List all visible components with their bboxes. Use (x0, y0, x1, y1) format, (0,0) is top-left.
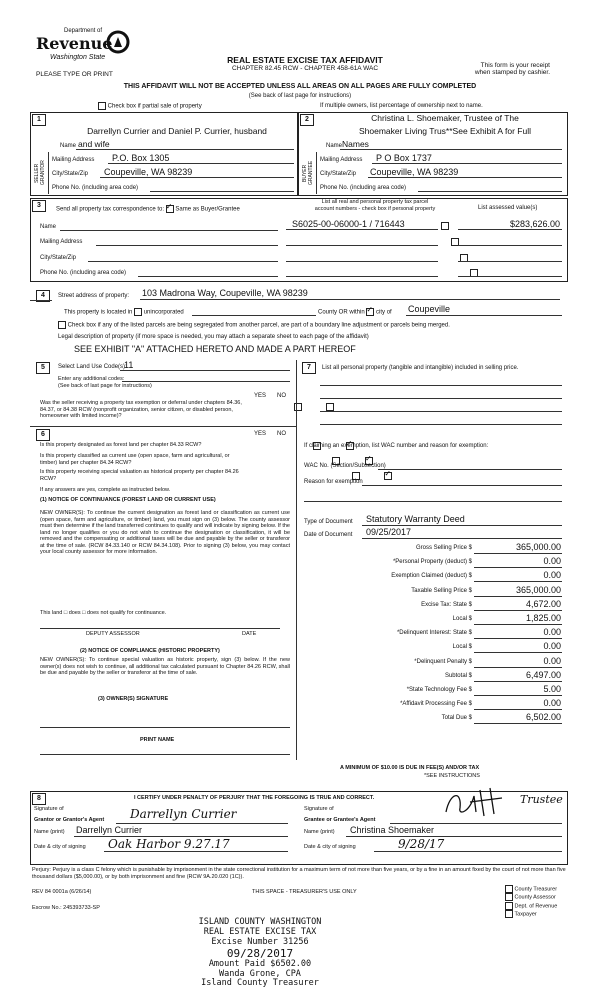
seller-side-label: SELLER GRANTOR (34, 160, 46, 186)
receipt-note-2: when stamped by cashier. (474, 69, 550, 76)
reason-label: Reason for exemption (304, 479, 363, 485)
unincorporated-label: unincorporated (143, 309, 184, 316)
multiple-owners-note: If multiple owners, list percentage of ownership next to name. (320, 103, 483, 109)
s6-no: NO (277, 431, 286, 437)
notice1-title: (1) NOTICE OF CONTINUANCE (FOREST LAND OR CURRENT USE) (40, 497, 216, 503)
logo-emblem-icon (106, 30, 130, 54)
notice1-text: NEW OWNER(S): To continue the current designation as forest land or classification as current use (open space, farm and agriculture, or timber) land, you must sign on (3) below. The county assessor must then determine if the land transferred continues to qualify and will indicate by signing below. If the land no longer qualifies or you do not wish to continue the designation or classification, it will be removed and the compensating or additional taxes will be due and payable by the seller or transferor at the time of sale. (RCW 84.33.140 or RCW 84.34.108). Prior to signing (3) below, you may contact your local county assessor for more information. (40, 510, 290, 555)
partial-sale-checkbox[interactable] (98, 102, 106, 110)
s3-mailing-label: Mailing Address (40, 239, 83, 245)
s5-yes: YES (254, 393, 267, 399)
see-back: (See back of last page for instructions) (248, 93, 352, 99)
section-2-num: 2 (300, 114, 314, 126)
city-of-checkbox[interactable] (366, 308, 374, 316)
buyer-name-3[interactable]: Names (342, 139, 369, 149)
amount-label: Local $ (452, 616, 472, 622)
assessed-value[interactable]: $283,626.00 (509, 219, 560, 229)
s5-no: NO (277, 393, 286, 399)
grantee-name[interactable]: Christina Shoemaker (350, 825, 435, 835)
buyer-phone-label: Phone No. (including area code) (320, 185, 407, 191)
land-use-label: Select Land Use Code(s): (58, 364, 127, 370)
deputy-assessor: DEPUTY ASSESSOR (86, 631, 140, 637)
dor-logo (36, 28, 131, 68)
send-label: Send all property tax correspondence to: (56, 206, 165, 213)
additional-codes-note: (See back of last page for instructions) (58, 382, 152, 389)
located-line (64, 308, 184, 316)
section-1-num: 1 (32, 114, 46, 126)
parcel-number[interactable]: S6025-00-06000-1 / 716443 (292, 219, 405, 229)
doc-date[interactable]: 09/25/2017 (366, 527, 412, 537)
amount-value[interactable]: 6,502.00 (525, 712, 561, 722)
city-of-label: city of (376, 309, 392, 316)
buyer-name-2: Shoemaker Living Trus**See Exhibit A for Full (359, 126, 531, 136)
s3-city-label: City/State/Zip (40, 255, 77, 261)
street-label: Street address of property: (58, 293, 130, 299)
buyer-city-label: City/State/Zip (320, 171, 357, 177)
grantee-sig-of: Signature of (304, 806, 334, 812)
stamp-line-1: ISLAND COUNTY WASHINGTON (198, 917, 322, 927)
amount-label: *Personal Property (deduct) $ (392, 559, 472, 565)
send-correspondence (56, 205, 240, 213)
s3-phone-label: Phone No. (including area code) (40, 270, 127, 276)
amount-value[interactable]: 5.00 (543, 684, 561, 694)
certify-line: I CERTIFY UNDER PENALTY OF PERJURY THAT THE FOREGOING IS TRUE AND CORRECT. (134, 795, 375, 801)
seller-city-label: City/State/Zip (52, 171, 89, 177)
section-8-num: 8 (32, 793, 46, 805)
segregated-checkbox[interactable] (58, 321, 66, 329)
stamp-line-2: REAL ESTATE EXCISE TAX (203, 927, 317, 937)
s3-name-label: Name (40, 224, 57, 230)
dist-county-treasurer[interactable]: County Treasurer (505, 885, 557, 893)
grantor-agent-label: Grantor or Grantor's Agent (34, 817, 105, 823)
segregated-line (58, 321, 450, 329)
dept-line: Department of (64, 28, 103, 34)
s6-yes: YES (254, 431, 267, 437)
land-use-code[interactable]: 11 (124, 360, 134, 370)
section-5-num: 5 (36, 362, 50, 374)
q-current-use: Is this property classified as current use (open space, farm and agricultural, or timber) land per chapter 84.34 RCW? (40, 453, 230, 466)
treasurer-use: THIS SPACE - TREASURER'S USE ONLY (252, 889, 357, 895)
amount-value[interactable]: 365,000.00 (515, 542, 561, 552)
amount-value[interactable]: 0.00 (543, 627, 561, 637)
section-6-num: 6 (36, 429, 50, 441)
buyer-name-1: Christina L. Shoemaker, Trustee of The (371, 113, 519, 123)
parcel-1-checkbox[interactable] (441, 222, 449, 230)
dist-county-assessor[interactable]: County Assessor (505, 893, 557, 901)
grantor-name-print-label: Name (print) (34, 829, 65, 835)
seller-phone-label: Phone No. (including area code) (52, 185, 139, 191)
parcel-header-1: List all real and personal property tax parcel (321, 199, 429, 205)
legal-label: Legal description of property (if more space is needed, you may attach a separate sheet to each page of the affidavit) (58, 334, 369, 340)
segregated-label: Check box if any of the listed parcels are being segregated from another parcel, are part of a boundary line adjustment or parcels being merged. (67, 322, 450, 329)
q-historical: Is this property receiving special valuation as historical property per chapter 84.26 RCW? (40, 469, 239, 482)
street-address[interactable]: 103 Madrona Way, Coupeville, WA 98239 (142, 288, 308, 298)
buyer-mailing-label: Mailing Address (320, 157, 363, 163)
seller-mailing[interactable]: P.O. Box 1305 (112, 153, 170, 163)
grantor-date-label: Date & city of signing (34, 844, 86, 850)
additional-codes-label: Enter any additional codes: (58, 376, 125, 382)
same-as-label: Same as Buyer/Grantee (175, 206, 240, 213)
amount-label: Total Due $ (441, 715, 472, 721)
city-within-line (318, 308, 392, 316)
parcel-header (290, 199, 460, 213)
receipt-note-1: This form is your receipt (480, 62, 550, 69)
grantor-name[interactable]: Darrellyn Currier (76, 825, 143, 835)
dept-state: Washington State (50, 54, 106, 61)
seller-name-1: Darrellyn Currier and Daniel P. Currier, husband (87, 126, 267, 136)
section-3-num: 3 (32, 200, 46, 212)
form-subtitle: CHAPTER 82.45 RCW - CHAPTER 458-61A WAC (231, 65, 379, 72)
amount-label: *Delinquent Interest: State $ (396, 630, 472, 636)
amount-label: *Affidavit Processing Fee $ (400, 701, 472, 707)
rev-number: REV 84 0001a (6/26/14) (32, 889, 92, 895)
owner-signature-title: (3) OWNER(S) SIGNATURE (98, 696, 169, 702)
notice2-title: (2) NOTICE OF COMPLIANCE (HISTORIC PROPERTY) (80, 648, 220, 654)
amount-label: Gross Selling Price $ (415, 545, 472, 551)
amount-label: *Delinquent Penalty $ (414, 659, 472, 665)
amount-value[interactable]: 0.00 (543, 556, 561, 566)
grantee-date-label: Date & city of signing (304, 844, 356, 850)
perjury-note: Perjury: Perjury is a class C felony which is punishable by imprisonment in the state correctional institution for a maximum term of not more than five years, or by a fine in an amount fixed by the court of not more than five thousand dollars ($5,000.00), or by both imprisonment and fine (RCW 9A.20.020 (1C)). (32, 867, 566, 880)
stamp-line-5: Amount Paid $6502.00 (208, 959, 312, 969)
stamp-line-6: Wanda Grone, CPA (219, 969, 301, 979)
dist-dept-revenue[interactable]: Dept. of Revenue (505, 902, 557, 910)
doc-date-label: Date of Document (304, 532, 353, 538)
amount-value[interactable]: 0.00 (543, 641, 561, 651)
section-4-num: 4 (36, 290, 50, 302)
exemption-question: Was the seller receiving a property tax exemption or deferral under chapters 84.36, 84.37, or 84.38 RCW (nonprofit organization, senior citizen, or disabled person, homeowner with limited income)? (40, 400, 242, 419)
grantee-date[interactable]: 9/28/17 (398, 837, 445, 851)
dept-name: Revenue (36, 34, 113, 53)
amount-label: Excise Tax: State $ (421, 602, 472, 608)
grantee-signature (440, 782, 520, 822)
seller-name-2[interactable]: and wife (78, 139, 110, 149)
buyer-side-label: BUYER GRANTEE (302, 160, 314, 186)
same-as-buyer-checkbox[interactable] (166, 205, 174, 213)
grantor-signature: Darrellyn Currier (130, 807, 237, 821)
escrow-number: Escrow No.: 245393733-SP (32, 905, 100, 911)
print-note: PLEASE TYPE OR PRINT (36, 71, 113, 78)
seller-city[interactable]: Coupeville, WA 98239 (104, 167, 193, 177)
distribution-list (505, 885, 557, 919)
q3-no-checkbox[interactable] (384, 472, 392, 480)
amount-label: *State Technology Fee $ (406, 687, 472, 693)
amount-label: Subtotal $ (444, 673, 472, 679)
amount-value[interactable]: 365,000.00 (515, 585, 561, 595)
receipt-note (455, 62, 550, 76)
amount-label: Taxable Selling Price $ (411, 588, 472, 594)
notice2-text: NEW OWNER(S): To continue special valuation as historic property, sign (3) below. If the new owner(s) does not wish to continue, all additional tax calculated pursuant to Chapter 84.26 RCW, shall be due and payable by the seller or transferor at the time of sale. (40, 657, 290, 676)
grantor-sig-of: Signature of (34, 806, 64, 812)
s5-no-checkbox[interactable] (326, 403, 334, 411)
unincorporated-checkbox[interactable] (134, 308, 142, 316)
doc-type-label: Type of Document (304, 519, 353, 525)
buyer-city[interactable]: Coupeville, WA 98239 (370, 167, 459, 177)
buyer-mailing[interactable]: P O Box 1737 (376, 153, 432, 163)
stamp-line-4: 09/28/2017 (226, 947, 294, 960)
amount-value[interactable]: 4,672.00 (525, 599, 561, 609)
trustee-note: Trustee (520, 793, 563, 806)
amount-value[interactable]: 0.00 (543, 698, 561, 708)
amount-value[interactable]: 0.00 (543, 656, 561, 666)
seller-mailing-label: Mailing Address (52, 157, 95, 163)
amount-label: Local $ (452, 644, 472, 650)
see-instructions: *SEE INSTRUCTIONS (424, 773, 480, 779)
stamp-line-7: Island County Treasurer (201, 978, 319, 988)
amount-label: Exemption Claimed (deduct) $ (391, 573, 472, 579)
grantee-agent-label: Grantee or Grantee's Agent (304, 817, 376, 823)
section-7-num: 7 (302, 362, 316, 374)
buyer-name-label: Name (326, 143, 343, 149)
doc-type[interactable]: Statutory Warranty Deed (366, 514, 465, 524)
additional-codes (58, 376, 152, 389)
q-forest-land: Is this property designated as forest land per chapter 84.33 RCW? (40, 442, 202, 448)
parcel-header-2: account numbers - check box if personal property (314, 206, 436, 212)
amount-value[interactable]: 0.00 (543, 570, 561, 580)
legal-description[interactable]: SEE EXHIBIT "A" ATTACHED HERETO AND MADE A PART HEREOF (74, 344, 356, 354)
seller-name-label: Name (60, 143, 77, 149)
assessed-header: List assessed value(s) (478, 205, 538, 211)
form-title: REAL ESTATE EXCISE TAX AFFIDAVIT (227, 55, 383, 65)
grantor-date-city[interactable]: Oak Harbor 9.27.17 (108, 837, 230, 851)
minimum-note: A MINIMUM OF $10.00 IS DUE IN FEE(S) AND/OR TAX (340, 765, 480, 771)
exemption-claim-label: If claiming an exemption, list WAC number and reason for exemption: (304, 443, 489, 449)
dist-taxpayer[interactable]: Taxpayer (505, 910, 557, 918)
property-city[interactable]: Coupeville (408, 304, 451, 314)
amount-value[interactable]: 6,497.00 (525, 670, 561, 680)
located-label: This property is located in (64, 309, 133, 316)
any-yes-note: If any answers are yes, complete as instructed below. (40, 487, 171, 493)
warning-banner: THIS AFFIDAVIT WILL NOT BE ACCEPTED UNLESS ALL AREAS ON ALL PAGES ARE FULLY COMPLETED (123, 83, 477, 90)
qualify-line: This land □ does □ does not qualify for continuance. (40, 610, 167, 616)
county-or-within-label: County OR within (318, 309, 365, 316)
print-name: PRINT NAME (140, 737, 175, 743)
partial-sale-label: Check box if partial sale of property (107, 103, 202, 110)
deputy-date: DATE (242, 631, 257, 637)
stamp-line-3: Excise Number 31256 (211, 937, 309, 947)
partial-sale (98, 102, 202, 110)
grantee-name-print-label: Name (print) (304, 829, 335, 835)
wac-label: WAC No. (Section/Subsection) (304, 463, 386, 469)
buyer-box (298, 112, 568, 196)
personal-property-label: List all personal property (tangible and intangible) included in selling price. (322, 365, 519, 371)
amount-value[interactable]: 1,825.00 (525, 613, 561, 623)
s5-yes-checkbox[interactable] (294, 403, 302, 411)
